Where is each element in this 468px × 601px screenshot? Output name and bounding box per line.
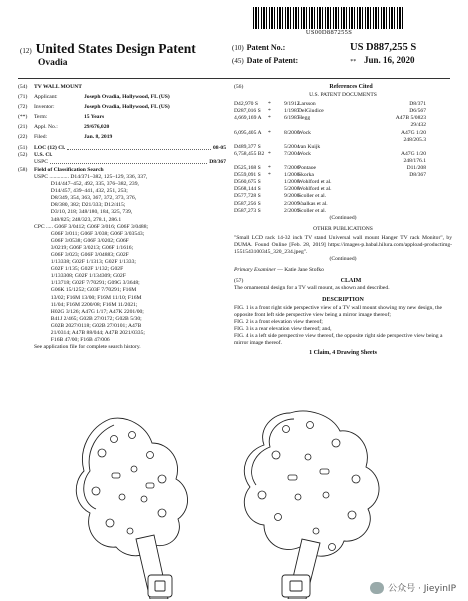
screw-hole [275,514,282,521]
reference-cell: D568,144 S [234,186,261,193]
reference-cell: D287,016 S [234,108,261,115]
reference-cell [378,144,426,151]
loc-value: 08-05 [212,144,226,151]
reference-cell: 1/1987 [284,108,300,115]
reference-cell [268,186,284,193]
primary-examiner [234,267,452,274]
claim-count: 1 Claim, 4 Drawing Sheets [309,350,377,357]
description-heading: DESCRIPTION [322,296,364,303]
item-num: (22) [18,134,28,141]
reference-cell [378,186,426,193]
item-label: Inventor: [34,104,55,111]
reference-cell: 2/2009 [284,200,300,207]
field-num: (58) [18,166,28,173]
biblio-item [18,94,226,101]
other-pubs-text: "Small LCD rack 14-32 inch TV stand Universal wall mount Hanger TV rack Monitor", by DUMA. Found Online [Feb. 28, 2019] https://images-p.babal.hilura.com/appload-productimg-1551543100345_320_234.jpeg". [234,234,452,256]
biblio-item [18,124,226,131]
screw-hole [141,496,147,502]
reference-cell [284,122,298,129]
figure-description: FIG. 2 is a front elevation view thereof; [234,318,323,325]
reference-row [234,158,452,165]
inventor-surname: Ovadia [38,58,68,68]
reference-cell: Vaalkas et al. [298,200,328,207]
reference-cell [378,208,426,215]
item-value: 29/676,020 [84,124,110,131]
reference-cell: 29/432 [410,122,426,129]
screw-hole [348,511,356,519]
reference-cell [268,201,284,208]
reference-cell [318,193,378,200]
date-label: Date of Patent: [246,56,299,65]
screw-hole [323,492,329,498]
biblio-item [18,104,226,111]
figure-descriptions [234,305,452,348]
screw-hole [119,494,125,500]
reference-cell [318,165,378,172]
wechat-icon [370,582,384,594]
uscl-num: (52) [18,151,28,158]
reference-cell [268,158,284,165]
screw-hole [106,519,114,527]
reference-cell [268,122,284,129]
uspc-search-list: USPC .............. D14/371–382, 125–129, 336, 337, D14/447–452, 492, 335, 376–382, 239, D14/457, 439–441, 432, 251, 253; D8/349, 354, 363, 367, 372, 373, 376, D8/380, 382; D21/333; D12/415; D3/10, 218; 348/180, 184, 325, 739, 348/825; 248/323, 278.1, 286.1 [34,173,148,223]
reference-cell: D559,091 S [234,172,261,179]
right-wall-plate [244,411,379,556]
screw-hole [272,451,280,459]
figure-description: FIG. 3 is a rear elevation view thereof; and, [234,325,332,332]
reference-cell [268,179,284,186]
reference-cell: * [268,115,271,122]
reference-cell: 4,669,169 A [234,115,262,122]
loc-label: LOC (12) Cl. [34,144,66,151]
loc-class [18,145,226,152]
reference-row [234,137,452,144]
reference-cell [268,144,284,151]
reference-cell: 8/2000 [284,129,300,136]
screw-hole [131,466,137,472]
screw-hole [283,426,290,433]
us-class [18,152,226,159]
continued-1: (Continued) [329,214,357,221]
reference-cell: 248/176.1 [403,157,426,164]
reference-cell: Scoller et al. [298,193,327,200]
reference-cell [318,151,378,158]
item-value: 15 Years [84,114,105,121]
reference-cell: 9/1912 [284,101,300,108]
item-value: Joseph Ovadia, Hollywood, FL (US) [84,94,170,101]
reference-cell [318,130,378,137]
screw-hole [352,475,360,483]
reference-cell: 5/2004 [284,143,300,150]
item-num: (72) [18,104,28,111]
screw-hole [158,475,166,483]
code-12: (12) [20,47,32,55]
reference-cell [318,101,378,108]
screw-hole [98,449,106,457]
item-label: Appl. No.: [34,124,58,131]
reference-cell [318,158,378,165]
uspc-class [18,159,226,166]
reference-cell: 7/2006 [284,165,300,172]
reference-row [234,130,452,137]
reference-cell [234,122,268,129]
cpc-search-list: CPC ..... G06F 3/0412; G06F 3/016; G06F 3/0488; G06F 3/011; G06F 3/038; G06F 3/03543; G06F 3/0538; G06F 3/0202; G06F 3/0219; G06F 3/0213; G06F 1/1616; G06F 3/023; G06F 3/04883; G02F 1/13338; G02F 1/1313; G02F 1/1333; G02F 1/135; G02F 1/132; G02F 1/133308; G02F 1/134309; G02F 1/13718; G02F 7/70291; G09G 3/3648; G06K 15/1252; G03F 7/70291; F16M 13/02; F16M 13/00; F16M 11/10; F16M 11/04; F16M 2200/08; F16M 11/2021; H02G 3/126; A47G 1/17; A47K 2201/00; B41J 2/465; G02B 27/0172; G02B 5/30; G02B 2027/0118; G02B 27/0101; A47B 21/0314; A47B 88/044; A47B 2021/0335; F16B 47/00; F16B 47/006 [34,223,149,344]
reference-cell: * [268,172,271,179]
field-of-search [18,167,226,174]
reference-cell: 6,095,405 A [234,129,262,136]
reference-cell: D489,377 S [234,143,261,150]
reference-cell: Skorka [298,172,314,179]
reference-cell: D8/367 [409,172,426,179]
field-label: Field of Classification Search [34,166,104,173]
reference-cell: 2/2009 [284,207,300,214]
uscl-label: U.S. Cl. [34,151,53,158]
screw-hole [329,544,336,551]
watermark [370,581,456,594]
item-label: Filed: [34,134,48,141]
screw-hole [258,491,266,499]
screw-hole [147,452,154,459]
examiner-label: Primary Examiner [234,267,276,274]
header-rule [18,78,450,79]
reference-cell: 5/2008 [284,186,300,193]
claim-text: The ornamental design for a TV wall mount, as shown and described. [234,285,390,292]
reference-cell: DelGiudice [298,108,324,115]
right-column [234,84,452,357]
reference-row [234,186,452,193]
reference-cell: * [268,165,271,172]
reference-cell: * [268,150,271,157]
reference-row [234,115,452,122]
screw-hole [127,528,133,534]
barcode [253,7,405,29]
reference-cell: D8/371 [409,101,426,108]
reference-row [234,201,452,208]
reference-cell [318,108,378,115]
continued-2: (Continued) [329,256,357,263]
screw-hole [332,439,340,447]
slot [112,473,120,478]
uspc-value: D8/367 [209,158,226,165]
biblio-item [18,114,226,121]
reference-cell: 248/205.3 [403,136,426,143]
screw-hole [295,494,301,500]
reference-cell: Larsson [298,101,316,108]
reference-cell: D560,675 S [234,179,261,186]
slot [320,469,329,474]
reference-cell: A47G 1/20 [400,150,426,157]
screw-hole [92,487,100,495]
references-heading-row [234,84,452,91]
loc-num: (51) [18,144,28,151]
code-45: (45) [232,57,244,65]
reference-cell: * [268,108,271,115]
claim-heading: CLAIM [340,278,362,285]
item-value: TV WALL MOUNT [34,84,82,90]
patent-number: US D887,255 S [350,42,417,53]
reference-cell [318,122,378,129]
reference-cell: A47B 5/0823 [395,115,426,122]
reference-row [234,101,452,108]
reference-row [234,108,452,115]
reference-cell: D587,256 S [234,200,261,207]
reference-cell: Pontaoe [298,165,317,172]
examiner-name: — Katie Jane Stofko [277,267,324,274]
barcode-number: US00D887255S [305,29,353,36]
code-10: (10) [232,44,244,52]
reference-cell: Wohlford et al. [298,179,332,186]
bibliographic-items [18,84,226,142]
screw-hole [307,422,314,429]
reference-row [234,193,452,200]
reference-cell: D525,168 S [234,165,261,172]
patent-no-label: Patent No.: [246,43,286,52]
reference-cell: Wohlford et al. [298,186,332,193]
patent-header-left [20,41,196,68]
reference-cell: D11/208 [406,165,426,172]
reference-cell: 6/1987 [284,115,300,122]
reference-row [234,144,452,151]
reference-cell: A47G 1/20 [400,129,426,136]
reference-cell [234,137,268,144]
reference-cell [318,144,378,151]
reference-cell: Wock [298,129,311,136]
reference-cell [318,137,378,144]
us-patent-documents [234,101,452,215]
reference-cell: D577,728 S [234,193,261,200]
reference-cell: Wock [298,150,311,157]
other-pubs-heading: OTHER PUBLICATIONS [313,225,373,232]
reference-cell: Hegg [298,115,311,122]
date-star: ** [350,59,356,65]
reference-cell [268,137,284,144]
slot [146,483,154,488]
reference-cell: * [268,129,271,136]
reference-cell: 1/2008 [284,172,300,179]
refs-num: (56) [234,84,244,90]
item-value: Joseph Ovadia, Hollywood, FL (US) [84,104,170,111]
reference-cell [318,208,378,215]
us-docs-heading: U.S. PATENT DOCUMENTS [309,92,377,99]
reference-row [234,208,452,215]
reference-cell: van Kuijk [298,143,321,150]
reference-cell: D587,273 S [234,207,261,214]
item-value: Jan. 8, 2019 [84,134,113,141]
item-label: Applicant: [34,94,58,101]
reference-cell: 7/2004 [284,150,300,157]
patent-date: Jun. 16, 2020 [364,55,415,65]
reference-cell [378,201,426,208]
screw-hole [313,528,319,534]
reference-cell: 9/2008 [284,193,300,200]
reference-cell: 6,758,455 B2 [234,150,265,157]
reference-cell [284,137,298,144]
reference-cell: D42,970 S [234,101,258,108]
reference-cell [284,158,298,165]
reference-cell [378,179,426,186]
reference-cell [298,122,318,129]
item-label: Term: [34,114,48,121]
reference-cell: 1/2008 [284,179,300,186]
reference-row [234,122,452,129]
biblio-item [18,84,226,91]
reference-cell [268,193,284,200]
reference-cell [298,137,318,144]
uspc-label: USPC [34,158,48,165]
slot [288,475,297,480]
reference-cell [234,158,268,165]
reference-cell: D6/567 [409,108,426,115]
references-heading: References Cited [329,84,373,90]
left-column [18,84,226,351]
screw-hole [305,454,311,460]
claim-num: (57) [234,278,244,285]
see-application-note: See application file for complete search history. [34,344,141,351]
reference-cell [318,201,378,208]
reference-cell [298,158,318,165]
tv-wall-mount-drawing [50,399,418,599]
patent-header-right [232,42,460,65]
patent-title: United States Design Patent [35,41,196,56]
item-num: (71) [18,94,28,101]
item-num: (21) [18,124,28,131]
reference-cell: Scoller et al. [298,207,327,214]
watermark-text: 公众号 · JieyinIP [388,584,456,594]
screw-hole [158,509,166,517]
figure-description: FIG. 1 is a front right side perspective view of a TV wall mount showing my new design, the opposite front left side perspective view being a mirror image thereof; [234,304,442,318]
reference-cell [318,115,378,122]
biblio-item [18,134,226,141]
screw-hole [129,432,136,439]
reference-row [234,179,452,186]
reference-cell: * [268,101,271,108]
reference-row [234,172,452,179]
reference-cell [318,186,378,193]
item-num: (**) [18,114,28,121]
reference-cell [378,193,426,200]
figure-description: FIG. 4 is a left side perspective view thereof, the opposite right side perspective view being a mirror image thereof. [234,333,443,347]
reference-cell [268,208,284,215]
reference-row [234,151,452,158]
screw-hole [111,436,118,443]
reference-row [234,165,452,172]
item-num: (54) [18,84,28,90]
